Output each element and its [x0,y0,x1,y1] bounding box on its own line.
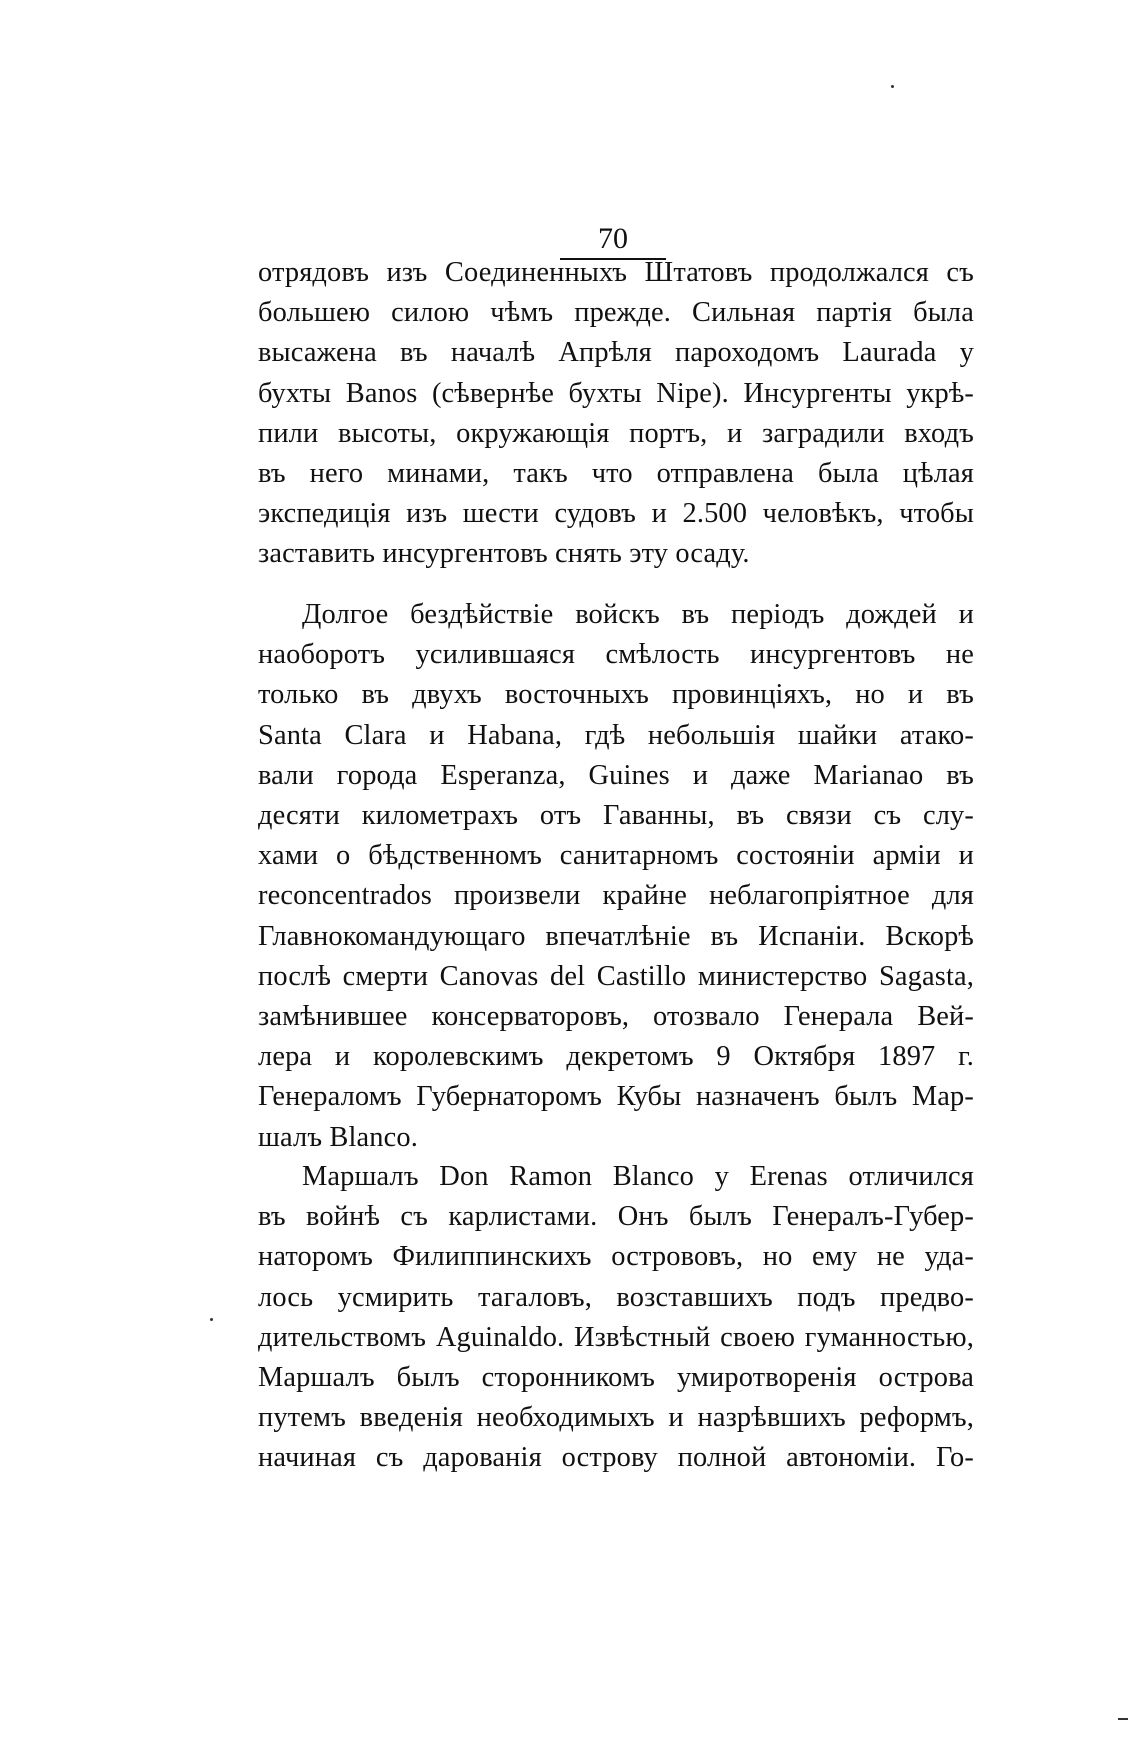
text-line: заставить инсургентовъ снять эту осаду. [258,538,750,570]
text-line: высажена въ началѣ Апрѣля пароходомъ Laurada у [258,337,974,369]
paragraph-2 [258,595,974,1158]
text-line: послѣ смерти Canovas del Castillo министерство Sagasta, [258,960,974,992]
text-line: замѣнившее консерваторовъ, отозвало Генерала Вей- [258,1001,974,1033]
text-line: бухты Banos (сѣвернѣе бухты Nipe). Инсургенты укрѣ- [258,377,974,409]
text-line: лера и королевскимъ декретомъ 9 Октября 1897 г. [258,1041,974,1073]
scan-speck [210,1318,213,1321]
text-line: Маршалъ Don Ramon Blanco y Erenas отличился [302,1161,974,1192]
text-line: дительствомъ Aguinaldo. Извѣстный своею гуманностью, [258,1321,974,1353]
text-line: пили высоты, окружающія портъ, и заградили входъ [258,417,974,449]
text-line: вали города Esperanza, Guines и даже Marianao въ [258,759,974,791]
text-line: отрядовъ изъ Соединенныхъ Штатовъ продолжался съ [258,257,974,288]
text-line: лось усмирить тагаловъ, возставшихъ подъ предво- [258,1281,974,1313]
text-line: шалъ Blanco. [258,1121,418,1153]
text-line: Маршалъ былъ сторонникомъ умиротворенія острова [258,1362,974,1394]
text-line: Главнокомандующаго впечатлѣніе въ Испаніи. Вскорѣ [258,920,974,952]
text-line: въ войнѣ съ карлистами. Онъ былъ Генералъ-Губер- [258,1201,974,1233]
text-line: наоборотъ усилившаяся смѣлость инсургентовъ не [258,639,974,671]
text-line: въ него минами, такъ что отправлена была цѣлая [258,458,974,490]
text-line: Генераломъ Губернаторомъ Кубы назначенъ былъ Мар- [258,1081,974,1113]
text-line: только въ двухъ восточныхъ провинціяхъ, но и въ [258,679,974,711]
paragraph-3 [258,1157,974,1479]
text-line: путемъ введенія необходимыхъ и назрѣвшихъ реформъ, [258,1402,974,1434]
text-line: reconcentrados произвели крайне неблагопріятное для [258,880,974,912]
scan-speck [891,85,894,88]
text-line: Santa Clara и Habana, гдѣ небольшія шайки атако- [258,719,974,751]
page-number: 70 [560,222,666,260]
text-line: начиная съ дарованія острову полной автономіи. Го- [258,1442,974,1474]
text-line: наторомъ Филиппинскихъ острововъ, но ему не уда- [258,1241,974,1273]
paragraph-1 [258,253,974,575]
text-line: экспедиція изъ шести судовъ и 2.500 человѣкъ, чтобы [258,498,974,530]
scan-speck [1118,1718,1128,1720]
text-line: десяти километрахъ отъ Гаванны, въ связи съ слу- [258,800,974,832]
text-line: большею силою чѣмъ прежде. Сильная партія была [258,297,974,329]
text-line: хами о бѣдственномъ санитарномъ состояніи арміи и [258,840,974,872]
text-line: Долгое бездѣйствіе войскъ въ періодъ дождей и [302,599,974,630]
